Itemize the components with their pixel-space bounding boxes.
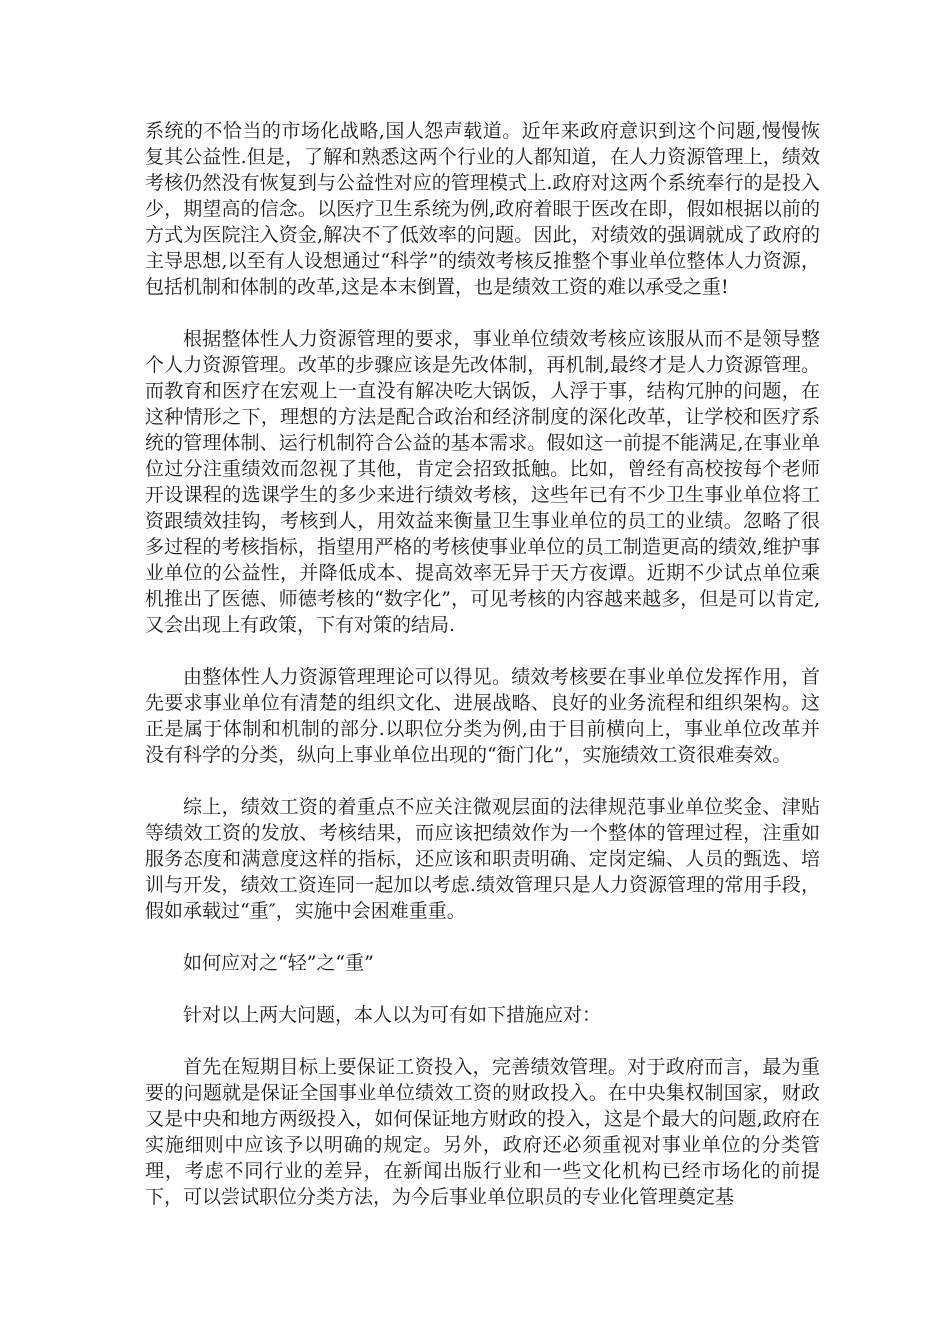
paragraph-integrated-hr-theory: 由整体性人力资源管理理论可以得见。绩效考核要在事业单位发挥作用，首先要求事业单位有清楚的组织文化、进展战略、良好的业务流程和组织架构。这正是属于体制和机制的部分.以职位分类为例,由于目前横向上，事业单位改革并没有科学的分类，纵向上事业单位出现的“衙门化”，实施绩效工资很难奏效。 bbox=[145, 666, 820, 766]
paragraph-summary: 综上，绩效工资的着重点不应关注微观层面的法律规范事业单位奖金、津贴等绩效工资的发放、考核结果，而应该把绩效作为一个整体的管理过程，注重如服务态度和满意度这样的指标，还应该和职责明确、定岗定编、人员的甄选、培训与开发，绩效工资连同一起加以考虑.绩效管理只是人力资源管理的常用手段，假如承载过“重″，实施中会困难重重。 bbox=[145, 796, 820, 922]
paragraph-intro-measures: 针对以上两大问题，本人以为可有如下措施应对： bbox=[183, 1004, 602, 1026]
document-body bbox=[145, 118, 820, 1236]
section-heading: 如何应对之“轻”之“重” bbox=[183, 952, 374, 974]
paragraph-integrated-hr-requirements: 根据整体性人力资源管理的要求，事业单位绩效考核应该服从而不是领导整个人力资源管理。改革的步骤应该是先改体制，再机制,最终才是人力资源管理。而教育和医疗在宏观上一直没有解决吃大锅饭，人浮于事，结构冗肿的问题，在这种情形之下，理想的方法是配合政治和经济制度的深化改革，让学校和医疗系统的管理体制、运行机制符合公益的基本需求。假如这一前提不能满足,在事业单位过分注重绩效而忽视了其他，肯定会招致抵触。比如，曾经有高校按每个老师开设课程的选课学生的多少来进行绩效考核，这些年已有不少卫生事业单位将工资跟绩效挂钩，考核到人，用效益来衡量卫生事业单位的员工的业绩。忽略了很多过程的考核指标，指望用严格的考核使事业单位的员工制造更高的绩效,维护事业单位的公益性，并降低成本、提高效率无异于天方夜谭。近期不少试点单位乘机推出了医德、师德考核的“数字化”，可见考核的内容越来越多，但是可以肯定,又会出现上有政策，下有对策的结局. bbox=[145, 328, 820, 636]
paragraph-short-term-goals: 首先在短期目标上要保证工资投入，完善绩效管理。对于政府而言，最为重要的问题就是保证全国事业单位绩效工资的财政投入。在中央集权制国家，财政又是中央和地方两级投入，如何保证地方财政的投入，这是个最大的问题,政府在实施细则中应该予以明确的规定。另外，政府还必须重视对事业单位的分类管理，考虑不同行业的差异，在新闻出版行业和一些文化机构已经市场化的前提下，可以尝试职位分类方法，为今后事业单位职员的专业化管理奠定基 bbox=[145, 1056, 820, 1208]
paragraph-continuation: 系统的不恰当的市场化战略,国人怨声载道。近年来政府意识到这个问题,慢慢恢复其公益性.但是，了解和熟悉这两个行业的人都知道，在人力资源管理上，绩效考核仍然没有恢复到与公益性对应的管理模式上.政府对这两个系统奉行的是投入少，期望高的信念。以医疗卫生系统为例,政府着眼于医改在即，假如根据以前的方式为医院注入资金,解决不了低效率的问题。因此，对绩效的强调就成了政府的主导思想,以至有人设想通过“科学”的绩效考核反推整个事业单位整体人力资源，包括机制和体制的改革,这是本末倒置，也是绩效工资的难以承受之重! bbox=[145, 120, 820, 298]
